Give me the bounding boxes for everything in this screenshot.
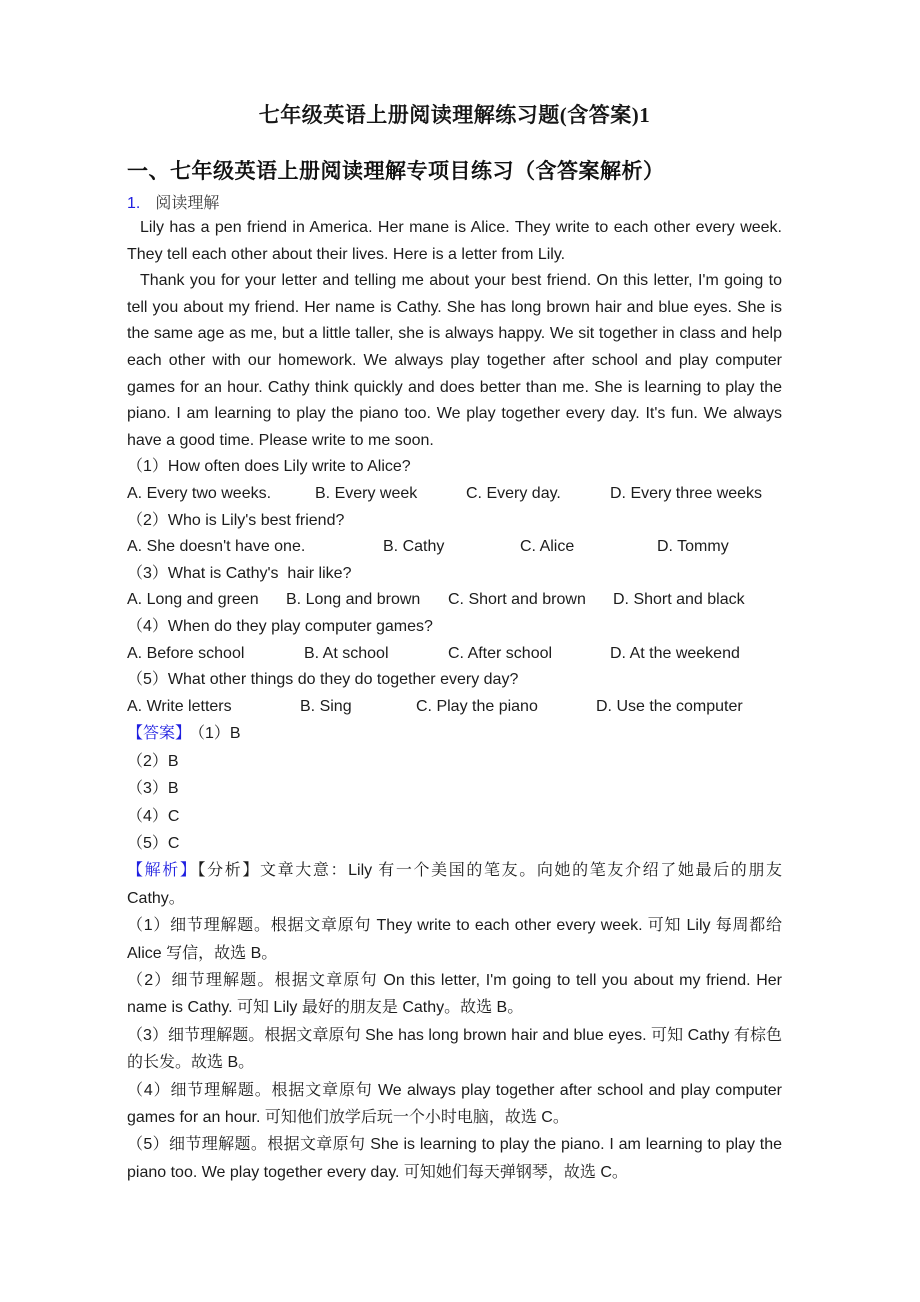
answer-1: （1）B [197, 725, 241, 743]
question-5-option-c: C. Play the piano [416, 697, 538, 715]
analysis-item-3: （3）细节理解题。根据文章原句 She has long brown hair and blue eyes. 可知 Cathy 有棕色的长发。故选 B。 [127, 1026, 782, 1072]
question-5-option-d: D. Use the computer [596, 697, 743, 715]
question-5-option-b: B. Sing [300, 697, 352, 715]
exercise-item-heading [127, 193, 782, 215]
question-1-option-c: C. Every day. [466, 484, 561, 502]
analysis-item-5: （5）细节理解题。根据文章原句 She is learning to play the piano. I am learning to play the piano too. We play together every day. 可知她们每天弹钢琴，故选 C。 [127, 1136, 782, 1181]
question-3-option-d: D. Short and black [613, 591, 745, 609]
question-2-option-b: B. Cathy [383, 538, 445, 556]
question-5-option-a: A. Write letters [127, 697, 232, 715]
question-4-option-d: D. At the weekend [610, 644, 740, 662]
question-1-option-a: A. Every two weeks. [127, 484, 272, 502]
answers-label: 【答案】 [127, 725, 192, 743]
question-3-prompt: （3）What is Cathy's hair like? [127, 564, 352, 582]
analysis-intro-text: 【分析】文章大意：Lily 有一个美国的笔友。向她的笔友介绍了她最后的朋友 Cathy。 [127, 862, 782, 907]
question-4-options [127, 641, 782, 668]
passage-paragraph-2: Thank you for your letter and telling me about your best friend. On this letter, I'm going to tell you about my friend. Her name is Cathy. She has long brown hair and blue eyes. She is the same age as me, but a little taller, she is always happy. We sit together in class and help each other with our homework. We always play together after school and play computer games for an hour. Cathy think quickly and does better than me. She is learning to play the piano. I am learning to play the piano too. We play together every day. It's fun. We always have a good time. Please write to me soon. [127, 272, 782, 449]
analysis-intro [127, 857, 782, 912]
exercise-label: 阅读理解 [155, 195, 220, 212]
question-4-option-b: B. At school [304, 644, 389, 662]
analysis-item-4: （4）细节理解题。根据文章原句 We always play together after school and play computer games for an hour. 可知他们放学后玩一个小时电脑，故选 C。 [127, 1081, 782, 1126]
exercise-number: 1. [127, 195, 141, 212]
question-1-option-d: D. Every three weeks [610, 484, 763, 502]
answer-3: （3）B [127, 780, 179, 798]
question-1-option-b: B. Every week [315, 484, 418, 502]
question-5-prompt: （5）What other things do they do together every day? [127, 671, 519, 689]
answer-5: （5）C [127, 834, 180, 852]
question-3-option-a: A. Long and green [127, 591, 259, 609]
question-2-options [127, 534, 782, 561]
analysis-label: 【解析】 [127, 862, 198, 880]
document-title: 七年级英语上册阅读理解练习题(含答案)1 [258, 103, 651, 127]
analysis-item-1: （1）细节理解题。根据文章原句 They write to each other every week. 可知 Lily 每周都给 Alice 写信，故选 B。 [127, 917, 782, 962]
question-2-option-d: D. Tommy [657, 538, 729, 556]
question-3-options [127, 587, 782, 614]
question-2-option-c: C. Alice [520, 538, 575, 556]
question-1-prompt: （1）How often does Lily write to Alice? [127, 458, 411, 476]
question-4-prompt: （4）When do they play computer games? [127, 617, 433, 635]
passage-paragraph-1: Lily has a pen friend in America. Her mane is Alice. They write to each other every week. They tell each other about their lives. Here is a letter from Lily. [127, 219, 782, 263]
question-4-option-a: A. Before school [127, 644, 245, 662]
question-3-option-b: B. Long and brown [286, 591, 421, 609]
question-4-option-c: C. After school [448, 644, 553, 662]
answers-line-1 [127, 720, 782, 747]
question-3-option-c: C. Short and brown [448, 591, 586, 609]
section-heading: 一、七年级英语上册阅读理解专项目练习（含答案解析） [127, 159, 665, 183]
question-2-prompt: （2）Who is Lily's best friend? [127, 511, 345, 529]
question-5-options [127, 694, 782, 721]
question-2-option-a: A. She doesn't have one. [127, 538, 306, 556]
analysis-item-2: （2）细节理解题。根据文章原句 On this letter, I'm going to tell you about my friend. Her name is Cathy. 可知 Lily 最好的朋友是 Cathy。故选 B。 [127, 971, 782, 1017]
answer-4: （4）C [127, 807, 180, 825]
answer-2: （2）B [127, 752, 179, 770]
question-1-options [127, 481, 782, 508]
